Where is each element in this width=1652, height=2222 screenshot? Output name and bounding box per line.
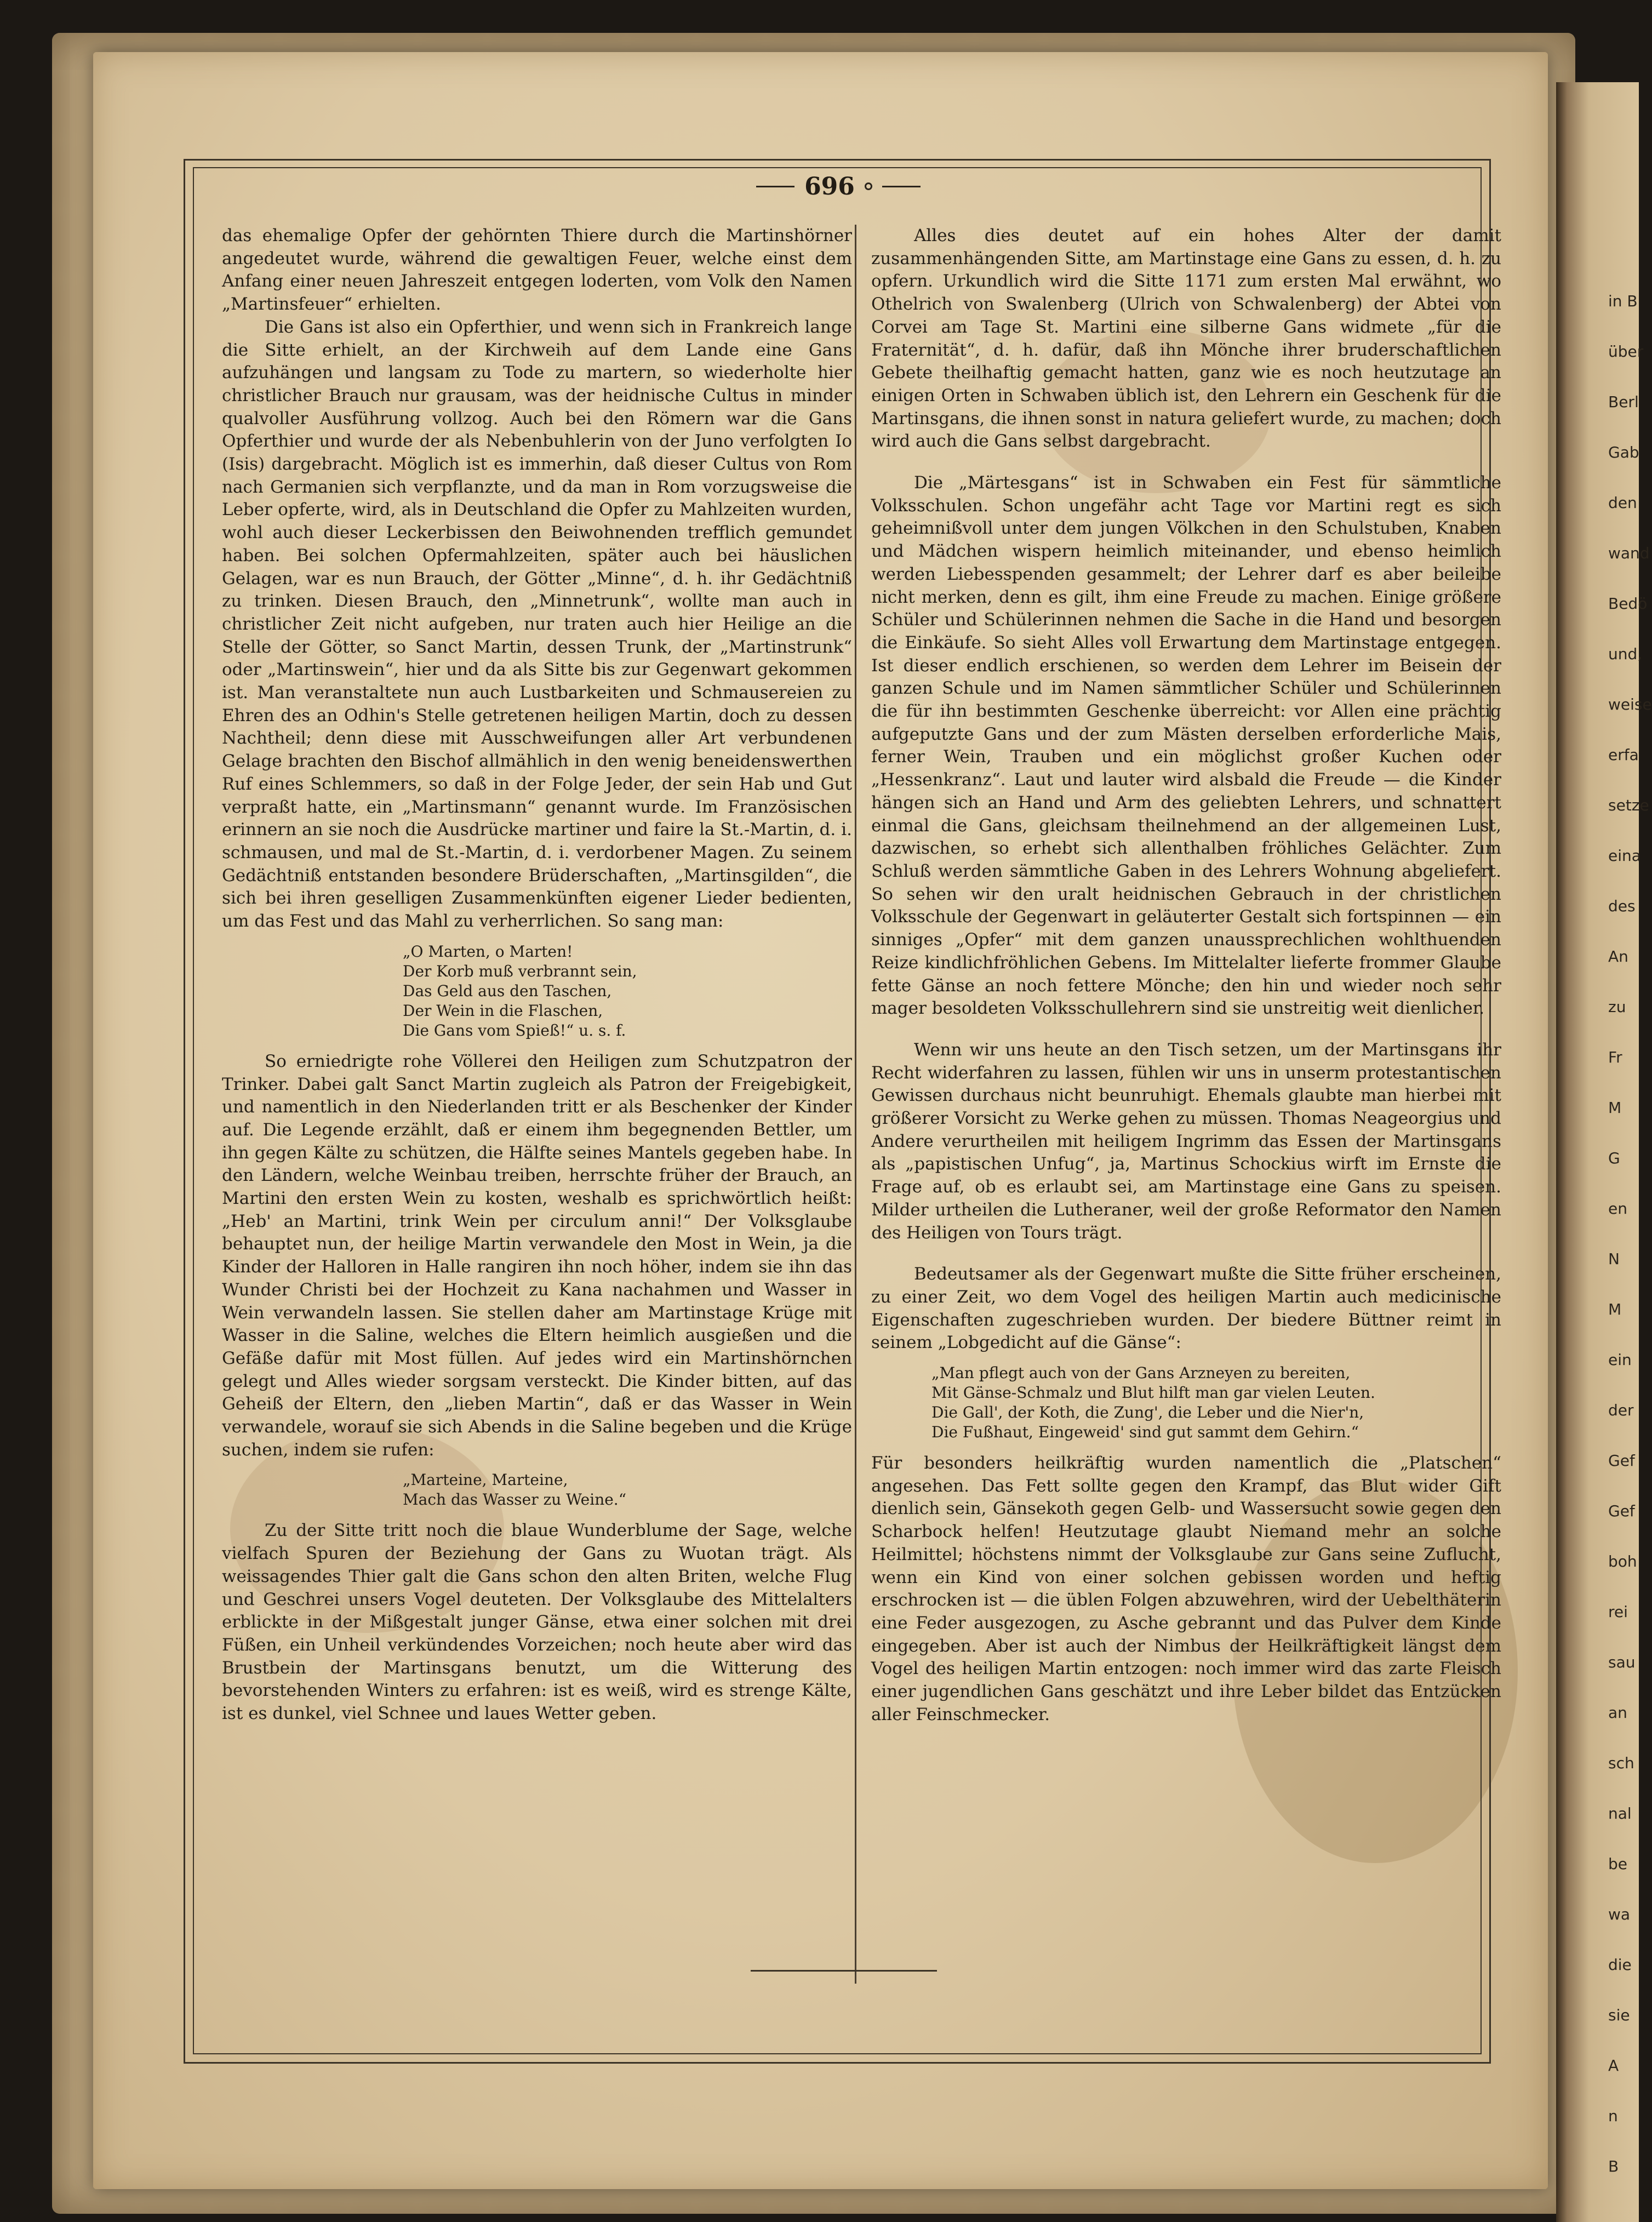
header-rule-left — [756, 186, 794, 187]
facing-page-text-fragment: setze — [1608, 796, 1649, 814]
facing-page-text-fragment: zu — [1608, 998, 1626, 1016]
column-divider — [855, 225, 856, 1984]
paragraph: So erniedrigte rohe Völlerei den Heiligen zum Schutzpatron der Trinker. Dabei galt Sanct Martin zugleich als Patron der Freigebigkeit, und namentlich in den Niederlanden tritt er als Beschenker der Kinder auf. Die Legende erzählt, daß er einem ihm begegnenden Bettler, um ihn gegen Kälte zu schützen, die Hälfte seines Mantels gegeben habe. In den Ländern, welche Weinbau treiben, herrschte früher der Brauch, an Martini den ersten Wein zu kosten, weshalb es sprichwörtlich heißt: „Heb' an Martini, trink Wein per circulum anni!“ Der Volksglaube behauptet nun, der heilige Martin verwandele den Most in Wein, ja die Kinder der Halloren in Halle rangiren ihn noch höher, indem sie ihn das Wunder Christi bei der Hochzeit zu Kana nachahmen und Wasser in Wein verwandeln lassen. Sie stellen daher am Martinstage Krüge mit Wasser in die Saline, welches die Eltern heimlich ausgießen und die Gefäße dafür mit Most füllen. Auf jedes wird ein Martinshörnchen gelegt und Alles wieder sorgsam versteckt. Die Kinder bitten, auf das Geheiß der Eltern, den „lieben Martin“, daß er das Wasser in Wein verwandele, worauf sie sich Abends in die Saline begeben und die Krüge suchen, indem sie rufen: — [222, 1051, 852, 1460]
facing-page-text-fragment: die — [1608, 1956, 1632, 1974]
poem-line: Die Fußhaut, Eingeweid' sind gut sammt dem Gehirn.“ — [931, 1423, 1359, 1442]
page-number: 696 — [804, 172, 855, 201]
facing-page-text-fragment: sau — [1608, 1653, 1636, 1671]
facing-page-text-fragment: An — [1608, 947, 1628, 966]
paragraph: Zu der Sitte tritt noch die blaue Wunderblume der Sage, welche vielfach Spuren der Beziehung der Gans zu Wuotan trägt. Als weissagendes Thier galt die Gans schon den alten Briten, welche Flug und Geschrei unsers Vogel deuteten. Der Volksglaube des Mittelalters erblickte in der Mißgestalt junger Gänse, etwa einer solchen mit drei Füßen, ein Unheil verkündendes Vorzeichen; noch heute aber wird das Brustbein der Martinsgans benutzt, um die Witterung des bevorstehenden Winters zu erfahren: ist es weiß, wird es strenge Kälte, ist es dunkel, viel Schnee und laues Wetter geben. — [222, 1521, 852, 1724]
facing-page-text-fragment: M — [1608, 1300, 1622, 1318]
poem-marteine — [222, 1470, 852, 1510]
poem-line: Der Korb muß verbrannt sein, — [403, 962, 637, 980]
poem-line: Die Gall', der Koth, die Zung', die Leber und die Nier'n, — [931, 1403, 1364, 1422]
facing-page-text-fragment: wand — [1608, 544, 1650, 562]
facing-page-text-fragment: und, — [1608, 645, 1643, 663]
facing-page-text-fragment: rei — [1608, 1603, 1628, 1621]
facing-page-text-fragment: sch — [1608, 1754, 1634, 1772]
facing-page-text-fragment: der — [1608, 1401, 1634, 1419]
paragraph: Alles dies deutet auf ein hohes Alter der damit zusammenhängenden Sitte, am Martinstage eine Gans zu essen, d. h. zu opfern. Urkundlich wird die Sitte 1171 zum ersten Mal erwähnt, wo Othelrich von Swalenberg (Ulrich von Schwalenberg) der Abtei von Corvei am Tage St. Martini eine silberne Gans widmete „für die Fraternität“, d. h. dafür, daß ihn Mönche ihrer bruderschaftlichen Gebete theilhaftig gemacht hatten, ganz wie es noch heutzutage an einigen Orten in Schwaben üblich ist, den Lehrern ein Geschenk für die Martinsgans, die ihnen sonst in natura geliefert wurde, zu machen; doch wird auch die Gans selbst dargebracht. — [871, 226, 1501, 452]
facing-page-edge — [1556, 82, 1652, 2222]
paragraph: Die „Märtesgans“ ist in Schwaben ein Fest für sämmtliche Volksschulen. Schon ungefähr acht Tage vor Martini regt es sich geheimnißvoll unter dem jungen Völkchen in den Schulstuben, Knaben und Mädchen wispern heimlich miteinander, und ebenso heimlich werden Liebesspenden gesammelt; der Lehrer darf es aber beileibe nicht merken, denn es gilt, ihm eine Freude zu machen. Einige größere Schüler und Schülerinnen nehmen die Sache in die Hand und besorgen die Einkäufe. So sieht Alles voll Erwartung dem Martinstage entgegen. Ist dieser endlich erschienen, so werden dem Lehrer im Beisein der ganzen Schule und im Namen sämmtlicher Schüler und Schülerinnen die für ihn bestimmten Geschenke überreicht: vor Allen eine prächtig aufgeputzte Gans und der zum Mästen derselben erforderliche Mais, ferner Wein, Trauben und ein möglichst großer Kuchen oder „Hessenkranz“. Laut und lauter wird alsbald die Freude — die Kinder hängen sich an Hand und Arm des geliebten Lehrers, und schnattert einmal die Gans, gleichsam theilnehmend an der allgemeinen Lust, dazwischen, so erhebt sich allenthalben fröhliches Gelächter. Zum Schluß werden sämmtliche Gaben in des Lehrers Wohnung abgeliefert. So sehen wir den uralt heidnischen Gebrauch in der christlichen Volksschule der Gegenwart in geläuterter Gestalt sich fortspinnen — ein sinniges „Opfer“ mit dem ganzen unaussprechlichen wohlthuenden Reize kindlichfröhlichen Gebens. Im Mittelalter lieferte frommer Glaube fette Gänse an noch fettere Mönche; den hin und wieder noch sehr mager besoldeten Volksschullehrern sind sie unstreitig weit dienlicher. — [871, 473, 1501, 1019]
facing-page-text-fragment: Fr — [1608, 1048, 1622, 1066]
poem-line: Mach das Wasser zu Weine.“ — [403, 1490, 627, 1509]
left-column — [222, 225, 852, 1726]
facing-page-text-fragment: Bedö — [1608, 595, 1648, 613]
poem-line: „Marteine, Marteine, — [403, 1471, 568, 1489]
paragraph: Für besonders heilkräftig wurden namentlich die „Platschen“ angesehen. Das Fett sollte gegen den Krampf, das Blut wider Gift dienlich sein, Gänsekoth gegen Gelb- und Wassersucht sowie gegen den Scharbock helfen! Heutzutage glaubt Niemand mehr an solche Heilmittel; höchstens nimmt der Volksglaube zur Gans seine Zuflucht, wenn ein Kind von einer solchen gebissen worden und heftig erschrocken ist — die üblen Folgen abzuwehren, wird der Uebelthäterin eine Feder ausgezogen, zu Asche gebrannt und das Pulver dem Kinde eingegeben. Aber ist auch der Nimbus der Heilkräftigkeit längst dem Vogel des heiligen Martin entzogen: noch immer wird das zarte Fleisch einer jugendlichen Gans geschätzt und ihre Leber bildet das Entzücken aller Feinschmecker. — [871, 1453, 1501, 1724]
facing-page-text-fragment: wa — [1608, 1905, 1631, 1923]
facing-page-text-fragment: über — [1608, 342, 1644, 361]
facing-page-text-fragment: eina — [1608, 847, 1641, 865]
facing-page-text-fragment: Gef — [1608, 1452, 1635, 1470]
poem-buettner — [871, 1363, 1501, 1442]
poem-line: Der Wein in die Flaschen, — [403, 1001, 603, 1020]
facing-page-text-fragment: en — [1608, 1199, 1627, 1218]
facing-page-text-fragment: nal — [1608, 1804, 1632, 1823]
poem-martinsgilden — [222, 942, 852, 1041]
facing-page-text-fragment: weise — [1608, 695, 1652, 713]
poem-line: „Man pflegt auch von der Gans Arzneyen zu bereiten, — [931, 1364, 1351, 1383]
facing-page-text-fragment: M — [1608, 1099, 1622, 1117]
facing-page-text-fragment: boh — [1608, 1552, 1637, 1570]
facing-page-text-fragment: den — [1608, 494, 1637, 512]
facing-page-text-fragment: Berl — [1608, 393, 1639, 411]
poem-line: „O Marten, o Marten! — [403, 942, 573, 961]
paragraph: Wenn wir uns heute an den Tisch setzen, um der Martinsgans ihr Recht widerfahren zu lassen, fühlen wir uns in unserm protestantischen Gewissen durchaus nicht beunruhigt. Ehemals glaubte man hierbei mit größerer Vorsicht zu Werke gehen zu müssen. Thomas Neageorgius und Andere verurtheilen mit heiligem Ingrimm das Essen der Martinsgans als „papistischen Unfug“, ja, Martinus Schockius wirft im Ernste die Frage auf, ob es erlaubt sei, am Martinstage eine Gans zu speisen. Milder urtheilen die Lutheraner, weil der große Reformator den Namen des Heiligen von Tours trägt. — [871, 1039, 1501, 1243]
facing-page-text-fragment: be — [1608, 1855, 1627, 1873]
poem-line: Die Gans vom Spieß!“ u. s. f. — [403, 1021, 626, 1039]
right-column — [871, 225, 1501, 1726]
facing-page-text-fragment: des — [1608, 897, 1636, 915]
facing-page-text-fragment: N — [1608, 1250, 1620, 1268]
facing-page-text-fragment: B — [1608, 2157, 1619, 2175]
header-ornament-icon — [865, 182, 872, 190]
paragraph: Die Gans ist also ein Opferthier, und wenn sich in Frankreich lange die Sitte erhielt, an der Kirchweih auf dem Lande eine Gans aufzuhängen und langsam zu Tode zu martern, so wiederholte hier christlicher Brauch nur grausam, was der heidnische Cultus in minder qualvoller Ausführung vollzog. Auch bei den Römern war die Gans Opferthier und wurde der als Nebenbuhlerin von der Juno verfolgten Io (Isis) dargebracht. Möglich ist es immerhin, daß dieser Cultus von Rom nach Germanien sich verpflanzte, und da man in Rom vorzugsweise die Leber opferte, wird, als in Deutschland die Opfer zu Mahlzeiten wurden, wohl auch dieser Leckerbissen den Beiwohnenden trefflich gemundet haben. Bei solchen Opfermahlzeiten, später auch bei häuslichen Gelagen, war es nun Brauch, der Götter „Minne“, d. h. ihr Gedächtniß zu trinken. Diesen Brauch, den „Minnetrunk“, wollte man auch in christlicher Zeit nicht aufgeben, nur traten auch hier Heilige an die Stelle der Götter, so Sanct Martin, dessen Trunk, der „Martinstrunk“ oder „Martinswein“, hier und da als Sitte bis zur Gegenwart gekommen ist. Man veranstaltete nun auch Lustbarkeiten und Schmausereien zu Ehren des an Odhin's Stelle getretenen heiligen Martin, doch zu dessen Nachtheil; denn diese mit Ausschweifungen aller Art verbundenen Gelage brachten den Bischof allmählich in den wenig beneidenswerthen Ruf eines Schlemmers, so daß in der Folge Jeder, der sein Hab und Gut verpraßt hatte, ein „Martinsmann“ genannt wurde. Im Französischen erinnern an sie noch die Ausdrücke martiner und faire la St.-Martin, d. i. schmausen, und mal de St.-Martin, d. i. verdorbener Magen. Zu seinem Gedächtniß entstanden besondere Brüderschaften, „Martinsgilden“, die sich bei ihren geselligen Zusammenkünften eigener Lieder bedienten, um das Fest und das Mahl zu verherrlichen. So sang man: — [222, 317, 852, 932]
paragraph: Bedeutsamer als der Gegenwart mußte die Sitte früher erscheinen, zu einer Zeit, wo dem Vogel des heiligen Martin auch medicinische Eigenschaften zugeschrieben wurden. Der biedere Büttner reimt in seinem „Lobgedicht auf die Gänse“: — [871, 1264, 1501, 1353]
page-header — [745, 164, 931, 208]
bottom-rule — [751, 1970, 937, 1972]
facing-page-text-fragment: sie — [1608, 2006, 1630, 2024]
facing-page-text-fragment: in B — [1608, 292, 1638, 310]
facing-page-text-fragment: n — [1608, 2107, 1618, 2125]
facing-page-text-fragment: A — [1608, 2057, 1619, 2075]
facing-page-text-fragment: an — [1608, 1704, 1627, 1722]
facing-page-text-fragment: ein — [1608, 1351, 1632, 1369]
poem-line: Mit Gänse-Schmalz und Blut hilft man gar vielen Leuten. — [931, 1384, 1375, 1402]
paragraph: das ehemalige Opfer der gehörnten Thiere durch die Martinshörner angedeutet wurde, während die gewaltigen Feuer, welche einst dem Anfang einer neuen Jahreszeit entgegen loderten, vom Volk den Namen „Martinsfeuer“ erhielten. — [222, 226, 852, 315]
facing-page-text-fragment: Gef — [1608, 1502, 1635, 1520]
facing-page-text-fragment: G — [1608, 1149, 1620, 1167]
poem-line: Das Geld aus den Taschen, — [403, 981, 612, 1000]
header-rule-right — [882, 186, 921, 187]
facing-page-text-fragment: erfa — [1608, 746, 1639, 764]
facing-page-text-fragment: Gab — [1608, 443, 1639, 461]
